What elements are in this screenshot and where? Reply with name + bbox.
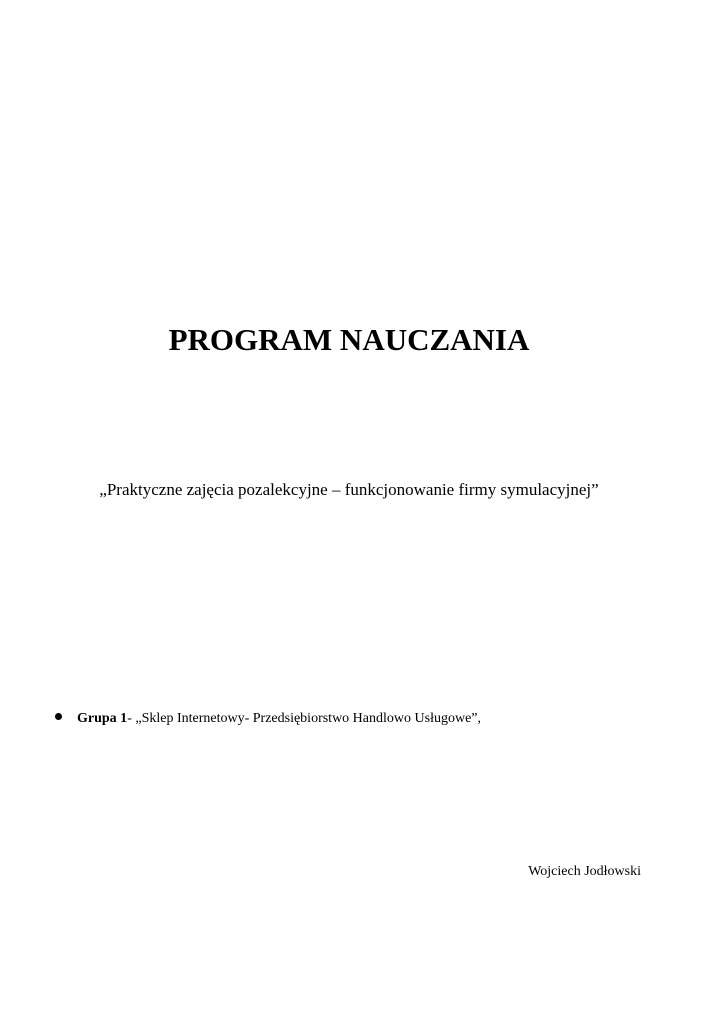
document-subtitle: „Praktyczne zajęcia pozalekcyjne – funkcjonowanie firmy symulacyjnej” bbox=[99, 480, 599, 499]
author-name: Wojciech Jodłowski bbox=[528, 864, 641, 879]
list-item bbox=[55, 709, 481, 729]
bullet-icon bbox=[55, 713, 62, 720]
group-description: - „Sklep Internetowy- Przedsiębiorstwo Handlowo Usługowe”, bbox=[127, 711, 481, 726]
group-label: Grupa 1 bbox=[77, 711, 128, 726]
document-title: PROGRAM NAUCZANIA bbox=[168, 322, 530, 357]
